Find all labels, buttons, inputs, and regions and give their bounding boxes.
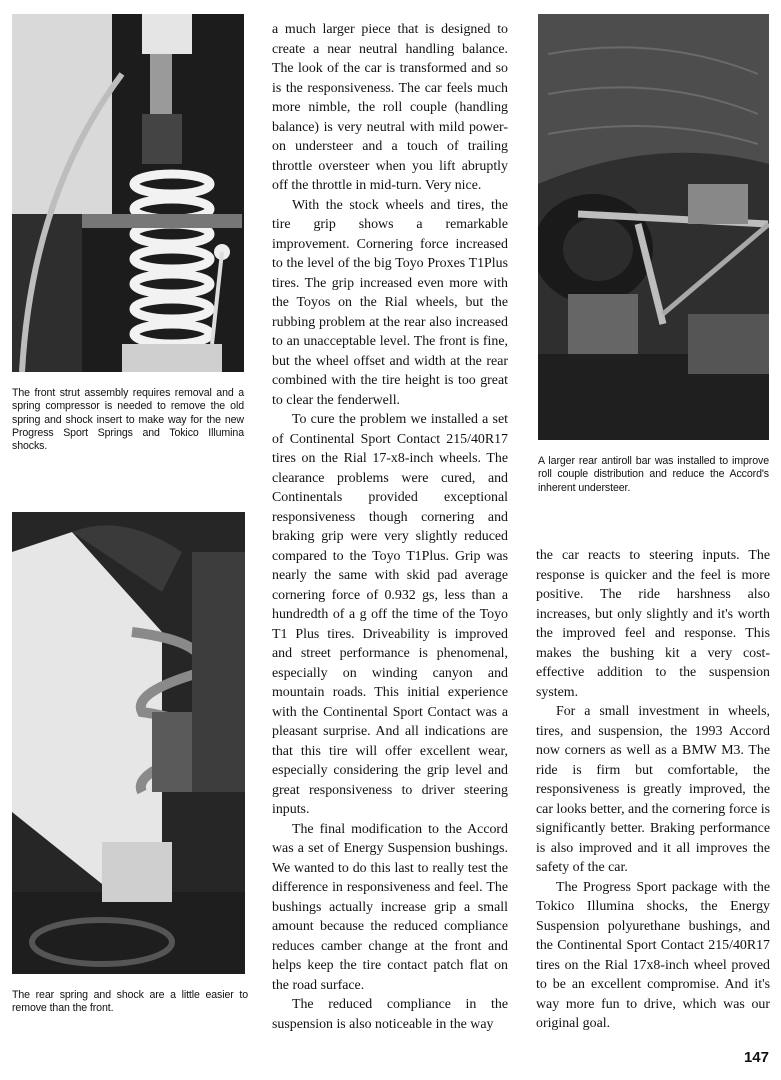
caption-front-strut: The front strut assembly requires removal and a spring compressor is needed to remove the old spring and shock insert to make way for the new Progress Sport Springs and Tokico Illumina shocks. xyxy=(12,387,244,453)
paragraph: the car reacts to steering inputs. The response is quicker and the feel is more positive. The ride harshness also increases, but only slightly and it's worth the improved feel and response. This makes the bushing kit a very cost-effective addition to the suspension system. xyxy=(536,548,770,700)
body-column-center xyxy=(272,20,508,1034)
body-column-right xyxy=(536,546,770,1034)
paragraph: With the stock wheels and tires, the tire grip shows a remarkable improvement. Cornering force increased to the level of the big Toyo Proxes T1Plus tires. The grip increased even more with the Toyos on the Rial wheels, but the rubbing problem at the rear also increased to an unacceptable level. The front is fine, but the wheel offset and width at the rear combined with the tire height is too great to clear the fenderwell. xyxy=(272,197,508,408)
paragraph: a much larger piece that is designed to create a near neutral handling balance. The look of the car is transformed and so is the responsiveness. The car feels much more nimble, the roll couple (handling balance) is very neutral with mild power-on understeer and a touch of trailing throttle oversteer when you lift abruptly off the throttle in mid-turn. Very nice. xyxy=(272,22,508,193)
paragraph: To cure the problem we installed a set of Continental Sport Contact 215/40R17 tires on the Rial 17-x8-inch wheels. The clearance problems were cured, and Continentals provided exceptional responsiveness though cornering and braking grip were very slightly reduced compared to the Toyo T1Plus. Grip was nearly the same with skid pad average cornering force of 0.932 gs, less than a hundredth of a g off the time of the Toyo T1 Plus tires. Driveability is improved and street performance is phenomenal, especially on winding canyon and mountain roads. This initial experience with the Continental Sport Contact was a pleasant surprise. And all indications are that this tire will offer excellent wear, especially considering the grip level and great responsiveness to driver steering inputs. xyxy=(272,412,508,817)
paragraph: The reduced compliance in the suspension is also noticeable in the way xyxy=(272,997,508,1032)
antiroll-bar-photo xyxy=(538,14,769,440)
paragraph: For a small investment in wheels, tires, and suspension, the 1993 Accord now corners as well as a BMW M3. The ride is firm but comfortable, the responsiveness is greatly improved, the car looks better, and the cornering force is significantly better. Braking performance is also improved and it all improves the safety of the car. xyxy=(536,704,770,875)
caption-rear-spring: The rear spring and shock are a little easier to remove than the front. xyxy=(12,989,248,1015)
page-number: 147 xyxy=(743,1049,769,1066)
rear-spring-photo xyxy=(12,512,245,974)
caption-antiroll-bar: A larger rear antiroll bar was installed to improve roll couple distribution and reduce the Accord's inherent understeer. xyxy=(538,455,769,494)
front-strut-photo xyxy=(12,14,244,372)
paragraph: The Progress Sport package with the Tokico Illumina shocks, the Energy Suspension polyurethane bushings, and the Continental Sport Contact 215/40R17 tires on the Rial 17x8-inch wheel proved to be an excellent compromise. And it's way more fun to drive, which was our original goal. xyxy=(536,879,770,1031)
paragraph: The final modification to the Accord was a set of Energy Suspension bushings. We wanted to do this last to really test the difference in responsiveness and feel. The bushings actually increase grip a small amount because the reduced compliance reduces camber change at the front and helps keep the tire contact patch flat on the road surface. xyxy=(272,821,508,993)
